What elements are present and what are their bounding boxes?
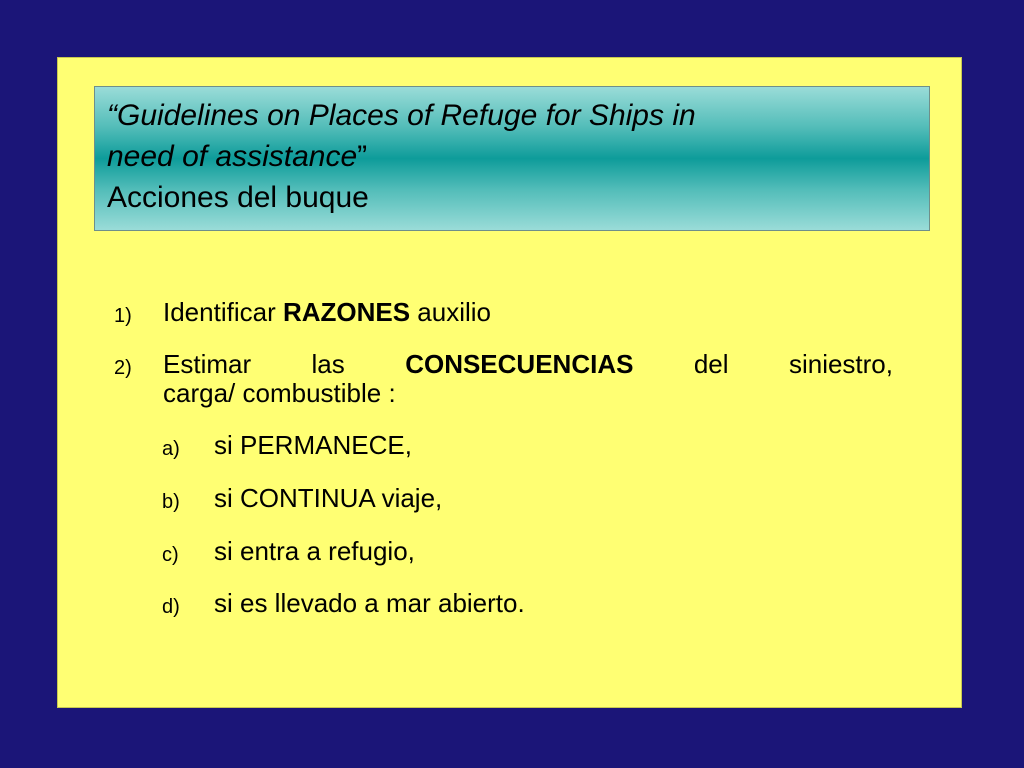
sub-letter-a: a) [162,438,180,460]
list-text-1-post: auxilio [410,297,492,327]
list-number-1: 1) [114,305,132,327]
list-text-2-word-4: del [693,349,729,379]
subtitle: Acciones del buque [107,181,369,214]
list-text-2-word-2: las [311,349,345,379]
sub-text-b: si CONTINUA viaje, [214,483,443,513]
slide-panel [57,57,962,708]
list-text-2-word-3: CONSECUENCIAS [405,349,634,379]
list-text-1-pre: Identificar [163,297,283,327]
title-line-2-italic: need of assistance [107,140,358,173]
list-text-2-word-5: siniestro, [788,349,893,379]
list-number-2: 2) [114,357,132,379]
list-text-1 [163,297,491,327]
list-text-2-line-1 [163,349,893,379]
sub-text-d: si es llevado a mar abierto. [214,588,525,618]
sub-letter-d: d) [162,596,180,618]
list-text-2-word-1: Estimar [163,349,252,379]
list-text-1-bold: RAZONES [282,297,411,327]
title-line-2-suffix: ” [357,140,368,173]
sub-text-a: si PERMANECE, [214,430,412,460]
bullet-list [58,58,961,707]
sub-letter-b: b) [162,491,180,513]
sub-text-c: si entra a refugio, [214,536,415,566]
list-text-2-line-2: carga/ combustible : [163,378,396,408]
title-line-1: “Guidelines on Places of Refuge for Ships in [107,99,696,132]
sub-letter-c: c) [162,544,179,566]
